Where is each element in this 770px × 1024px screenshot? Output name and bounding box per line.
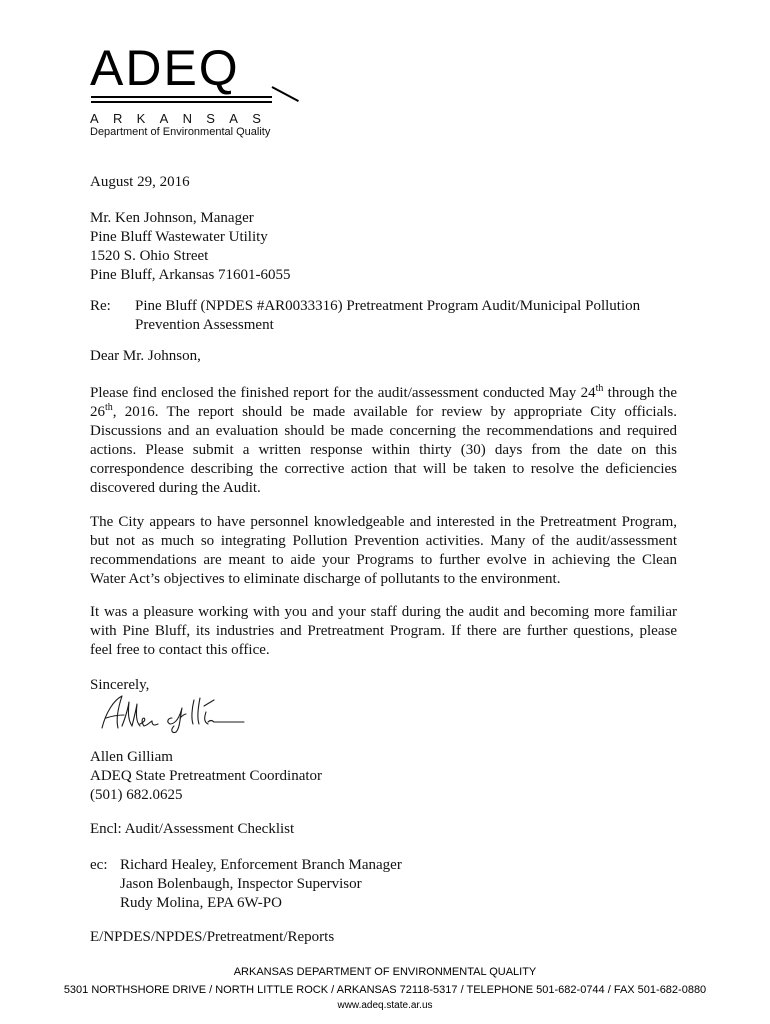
paragraph-3 — [90, 603, 677, 660]
logo-rule — [91, 101, 272, 103]
file-path: E/NPDES/NPDES/Pretreatment/Reports — [90, 929, 335, 945]
paragraph-line: discovered during the Audit. — [90, 480, 261, 496]
paragraph-line: actions. Please submit a written response within thirty (30) days from the date on this — [90, 442, 677, 458]
paragraph-line: The City appears to have personnel knowledgeable and interested in the Pretreatment Program, — [90, 514, 677, 530]
footer-address: 5301 NORTHSHORE DRIVE / NORTH LITTLE ROCK / ARKANSAS 72118-5317 / TELEPHONE 501-682-0744 / FAX 501-682-0880 — [63, 984, 707, 996]
footer-org: ARKANSAS DEPARTMENT OF ENVIRONMENTAL QUALITY — [233, 966, 537, 978]
paragraph-2 — [90, 513, 677, 589]
paragraph-line: recommendations are meant to aide your Programs to further evolve in achieving the Clean — [90, 552, 677, 568]
ec-list — [120, 856, 402, 913]
signer-block — [90, 748, 322, 805]
recipient-line: Mr. Ken Johnson, Manager — [90, 210, 254, 226]
paragraph-line: Discussions and an evaluation should be made concerning the recommendations and required — [90, 423, 677, 439]
paragraph-1 — [90, 384, 677, 498]
footer-website: www.adeq.state.ar.us — [337, 1000, 433, 1011]
paragraph-line: It was a pleasure working with you and your staff during the audit and becoming more familiar — [90, 604, 677, 620]
logo-state: ARKANSAS — [90, 111, 276, 126]
recipient-line: 1520 S. Ohio Street — [90, 248, 209, 264]
signer-title: ADEQ State Pretreatment Coordinator — [90, 768, 323, 784]
adeq-logo: ADEQ — [90, 40, 240, 96]
paragraph-line: Please find enclosed the finished report for the audit/assessment conducted May 24th through the — [90, 383, 677, 401]
ec-item: Richard Healey, Enforcement Branch Manager — [120, 857, 402, 873]
recipient-line: Pine Bluff Wastewater Utility — [90, 229, 268, 245]
re-line: Prevention Assessment — [135, 317, 274, 333]
ec-item: Rudy Molina, EPA 6W-PO — [120, 895, 282, 911]
recipient-block — [90, 209, 291, 285]
recipient-line: Pine Bluff, Arkansas 71601-6055 — [90, 267, 291, 283]
signer-name: Allen Gilliam — [90, 749, 173, 765]
signature-image — [96, 688, 246, 736]
paragraph-line: feel free to contact this office. — [90, 642, 270, 658]
re-label: Re: — [90, 298, 111, 314]
paragraph-line: 26th, 2016. The report should be made available for review by appropriate City officials. — [90, 402, 677, 420]
logo-department: Department of Environmental Quality — [90, 126, 271, 138]
re-line: Pine Bluff (NPDES #AR0033316) Pretreatment Program Audit/Municipal Pollution — [135, 298, 641, 314]
enclosure: Encl: Audit/Assessment Checklist — [90, 821, 295, 837]
logo-rule — [91, 96, 272, 98]
paragraph-line: Water Act’s objectives to eliminate discharge of pollutants to the environment. — [90, 571, 561, 587]
re-subject — [135, 297, 640, 335]
closing: Sincerely, — [90, 677, 150, 693]
letter-date: August 29, 2016 — [90, 174, 190, 190]
ec-label: ec: — [90, 857, 108, 873]
paragraph-line: but not as much so integrating Pollution Prevention activities. Many of the audit/assessment — [90, 533, 677, 549]
ec-item: Jason Bolenbaugh, Inspector Supervisor — [120, 876, 362, 892]
paragraph-line: correspondence describing the corrective action that will be taken to resolve the deficiencies — [90, 461, 677, 477]
salutation: Dear Mr. Johnson, — [90, 348, 201, 364]
logo-tail — [272, 86, 299, 102]
paragraph-line: with Pine Bluff, its industries and Pretreatment Program. If there are further questions, please — [90, 623, 677, 639]
signer-phone: (501) 682.0625 — [90, 787, 183, 803]
